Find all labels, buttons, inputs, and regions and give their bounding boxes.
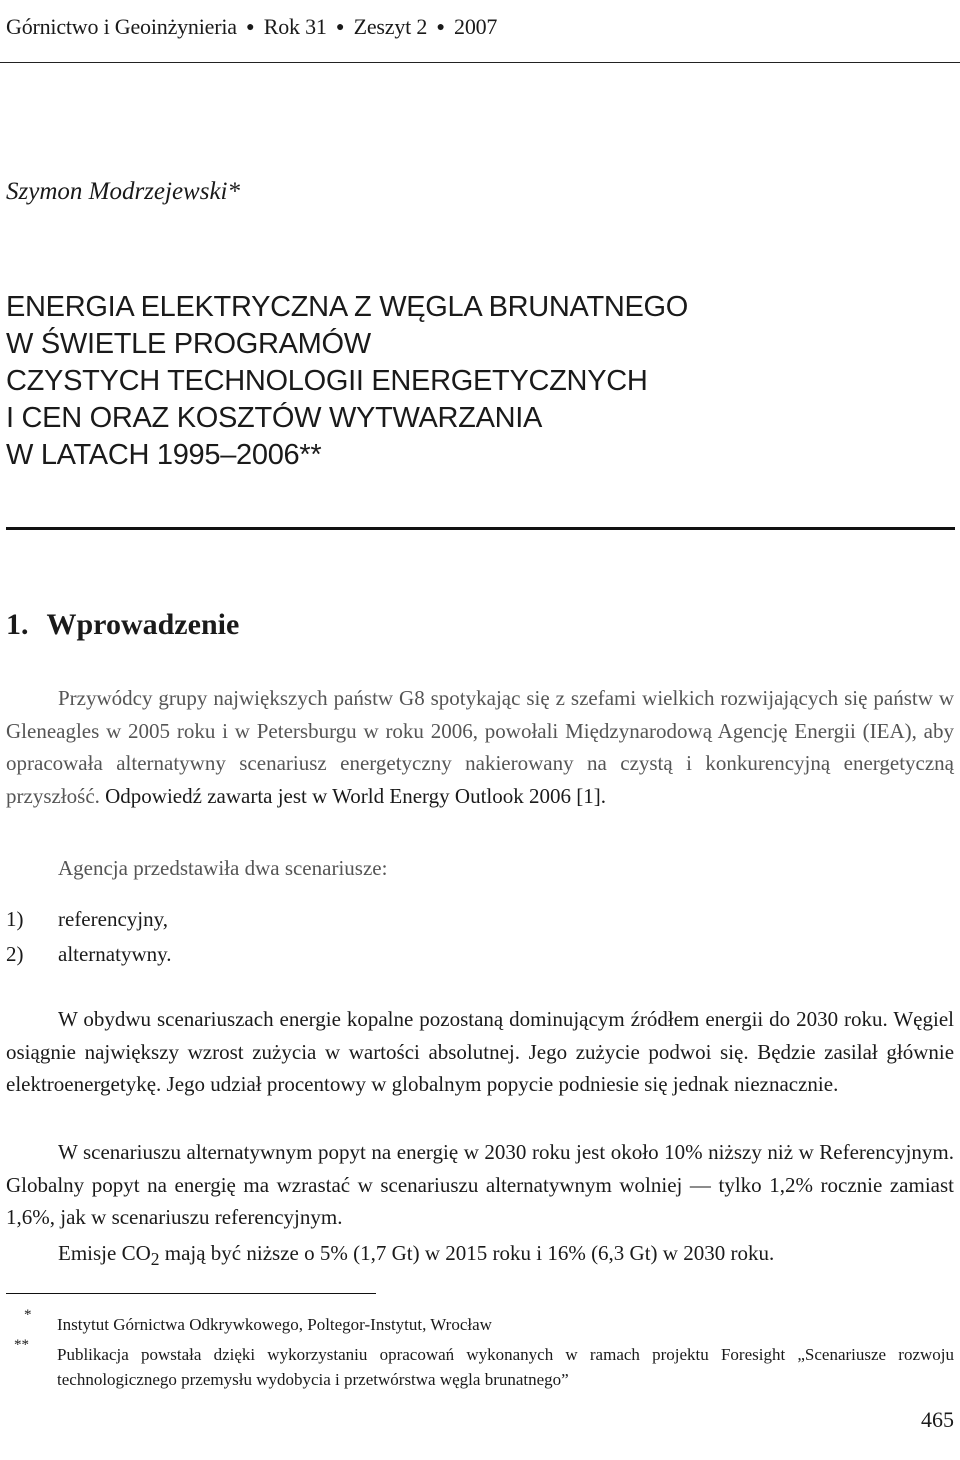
list-text: referencyjny, [58,907,168,931]
paragraph-text: Odpowiedź zawarta jest w World Energy Outlook 2006 [1]. [105,783,606,808]
title-line: W ŚWIETLE PROGRAMÓW [6,328,371,360]
section-title: Wprowadzenie [46,608,240,641]
body-paragraph [6,1136,954,1234]
bullet-separator: ● [436,20,445,35]
paragraph-text: mają być niższe o 5% (1,7 Gt) w 2015 roku i 16% (6,3 Gt) w 2030 roku. [159,1241,775,1265]
header-divider [0,62,960,63]
title-line: I CEN ORAZ KOSZTÓW WYTWARZANIA [6,402,543,434]
paragraph-text: W scenariuszu alternatywnym popyt na energię w 2030 roku jest około 10% niższy niż w Referencyjnym. [58,1140,954,1164]
paragraph-text: Jego zużycie podwoi się. [528,1039,749,1064]
title-line: ENERGIA ELEKTRYCZNA Z WĘGLA BRUNATNEGO [6,291,689,323]
paragraph-text: Globalny popyt na energię ma wzrastać w scenariuszu alternatywnym wolniej — tylko 1,2% rocznie zamiast 1,6%, jak w scenariuszu referencyjnym. [6,1172,954,1229]
article-title [6,289,906,474]
paragraph-text: Jego udział procentowy w globalnym popycie podniesie się jednak nieznacznie. [166,1072,839,1096]
running-header [6,14,497,40]
footnote-marker: * [24,1307,32,1323]
journal-name: Górnictwo i Geoinżynieria [6,14,237,39]
paragraph-text: Będzie zasilał głównie elektroenergetykę. [6,1039,955,1096]
volume-label: Rok 31 [263,14,327,39]
paragraph-text: Węgiel osiągnie największy wzrost zużycia w wartości absolutnej. [6,1007,954,1064]
section-heading [6,608,239,642]
section-number: 1. [6,608,29,641]
list-text: alternatywny. [58,942,172,966]
page-number: 465 [921,1407,954,1432]
footnote-text: Instytut Górnictwa Odkrywkowego, Poltegor-Instytut, Wrocław [57,1315,492,1334]
body-paragraph: Agencja przedstawiła dwa scenariusze: [58,856,388,880]
paragraph-text: Przywódcy grupy największych państw G8 spotykając się z szefami wielkich rozwijających się państw w Gleneagles w 2005 roku i w Petersburgu w roku 2006, powołali Międzynarodową Agencję Energii (IEA), aby opracowała alternatywny scenariusz energetyczny nakierowany na czystą i konkurencyjną energetyczną przyszłość. [6,686,954,808]
bullet-separator: ● [336,20,345,35]
footnote-marker: ** [14,1337,29,1353]
bullet-separator: ● [246,20,255,35]
footnote [6,1337,954,1392]
author-name: Szymon Modrzejewski* [6,178,240,205]
list-marker: 1) [6,907,24,931]
subscript: 2 [150,1249,160,1270]
list-item [6,938,172,971]
paragraph-text: Emisje CO [58,1241,151,1265]
title-divider [6,527,955,530]
paragraph-text: W obydwu scenariuszach energie kopalne pozostaną dominującym źródłem energii do 2030 roku. [58,1007,888,1031]
body-paragraph [6,1003,954,1101]
footnote-text: Publikacja powstała dzięki wykorzystaniu opracowań wykonanych w ramach projektu Foresight „Scenariusze rozwoju technologicznego przemysłu wydobycia i przetwórstwa węgla brunatnego” [57,1345,954,1389]
publication-year: 2007 [454,14,498,39]
body-paragraph [6,682,954,812]
footnote [6,1307,954,1337]
footnote-divider [6,1293,376,1294]
body-paragraph [6,1237,954,1276]
list-item [6,903,168,936]
issue-label: Zeszyt 2 [353,14,428,39]
title-line: CZYSTYCH TECHNOLOGII ENERGETYCZNYCH [6,365,648,397]
title-line: W LATACH 1995–2006** [6,439,322,471]
list-marker: 2) [6,942,24,966]
